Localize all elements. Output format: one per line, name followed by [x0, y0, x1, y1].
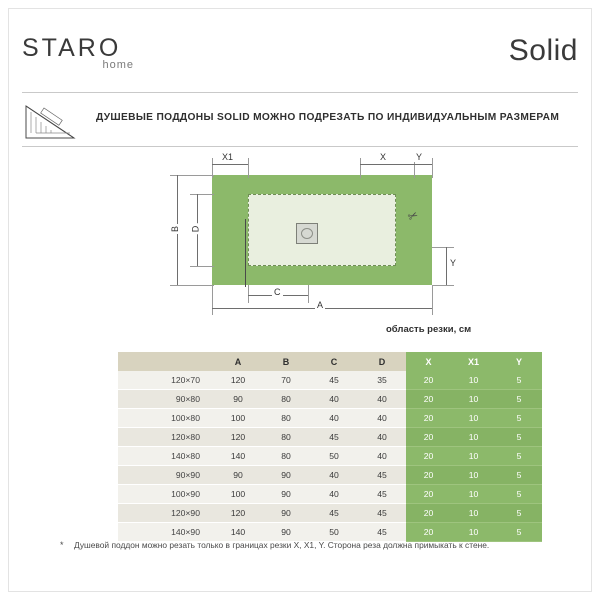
ruler-icon	[22, 100, 84, 142]
th-a: A	[214, 352, 262, 371]
cell-y: 5	[496, 390, 542, 409]
cell-c: 40	[310, 409, 358, 428]
cell-d: 40	[358, 428, 406, 447]
th-c: C	[310, 352, 358, 371]
table-row	[118, 428, 542, 447]
ext-line-y-right-bot	[432, 285, 454, 286]
cell-x1: 10	[451, 409, 496, 428]
footnote-marker: *	[60, 540, 64, 550]
table-head	[118, 352, 542, 371]
cell-d: 40	[358, 409, 406, 428]
cell-a: 140	[214, 447, 262, 466]
cut-area-label: область резки, см	[386, 324, 472, 335]
cell-d: 45	[358, 485, 406, 504]
drain-leader-line	[245, 219, 246, 287]
cell-model: 140×90	[118, 523, 214, 542]
cell-a: 120	[214, 371, 262, 390]
cell-b: 80	[262, 428, 310, 447]
cell-b: 90	[262, 485, 310, 504]
dim-line-y-right	[446, 247, 447, 285]
cell-d: 45	[358, 523, 406, 542]
tray-diagram	[150, 150, 470, 315]
cell-c: 40	[310, 390, 358, 409]
cell-x1: 10	[451, 371, 496, 390]
cell-y: 5	[496, 523, 542, 542]
ext-line-b-bot	[170, 285, 214, 286]
cell-d: 35	[358, 371, 406, 390]
ext-line-c-left	[248, 285, 249, 303]
cell-d: 40	[358, 390, 406, 409]
th-b: B	[262, 352, 310, 371]
cell-y: 5	[496, 371, 542, 390]
cell-a: 100	[214, 409, 262, 428]
table-row	[118, 390, 542, 409]
cell-c: 45	[310, 371, 358, 390]
table-row	[118, 504, 542, 523]
cell-x1: 10	[451, 466, 496, 485]
cell-model: 120×70	[118, 371, 214, 390]
cell-c: 45	[310, 428, 358, 447]
cell-b: 80	[262, 390, 310, 409]
dim-line-y-top	[414, 164, 432, 165]
cell-x1: 10	[451, 447, 496, 466]
header	[22, 28, 578, 90]
cell-y: 5	[496, 409, 542, 428]
cell-b: 90	[262, 523, 310, 542]
ext-line-a-left	[212, 285, 213, 315]
cell-b: 80	[262, 447, 310, 466]
th-y: Y	[496, 352, 542, 371]
cell-c: 50	[310, 447, 358, 466]
dim-line-x1	[212, 164, 248, 165]
cell-x1: 10	[451, 428, 496, 447]
cell-x1: 10	[451, 523, 496, 542]
ext-line-y-right-top	[432, 247, 454, 248]
cell-x: 20	[406, 428, 451, 447]
dim-label-x1: X1	[222, 152, 234, 162]
cell-model: 100×80	[118, 409, 214, 428]
cell-model: 90×80	[118, 390, 214, 409]
table-row	[118, 485, 542, 504]
drain-icon	[296, 223, 318, 244]
cell-y: 5	[496, 466, 542, 485]
cell-d: 40	[358, 447, 406, 466]
cell-model: 120×80	[118, 428, 214, 447]
logo-subtext: home	[102, 59, 134, 71]
cell-a: 90	[214, 466, 262, 485]
cell-y: 5	[496, 447, 542, 466]
ext-line-d-top	[190, 194, 214, 195]
dim-label-x: X	[380, 152, 387, 162]
cell-c: 40	[310, 466, 358, 485]
cell-y: 5	[496, 485, 542, 504]
cell-b: 90	[262, 466, 310, 485]
ext-line-a-right	[432, 285, 433, 315]
dim-label-c: C	[274, 287, 281, 297]
cell-x: 20	[406, 409, 451, 428]
logo-wordmark: STARO	[22, 34, 122, 62]
cell-model: 120×90	[118, 504, 214, 523]
ext-line-c-right	[308, 285, 309, 303]
cell-x: 20	[406, 447, 451, 466]
ext-line-y-top-right	[432, 158, 433, 178]
dim-label-d: D	[190, 225, 201, 233]
cell-x: 20	[406, 504, 451, 523]
cell-y: 5	[496, 428, 542, 447]
cell-y: 5	[496, 504, 542, 523]
cell-x: 20	[406, 523, 451, 542]
cell-model: 90×90	[118, 466, 214, 485]
cell-c: 50	[310, 523, 358, 542]
cell-b: 80	[262, 409, 310, 428]
footnote-text: Душевой поддон можно резать только в границах резки X, X1, Y. Сторона реза должна примыкать к стене.	[74, 540, 490, 550]
ext-line-x-left	[360, 158, 361, 178]
scissors-icon: ✂	[405, 207, 421, 225]
cell-x: 20	[406, 485, 451, 504]
subtitle-row	[22, 100, 578, 142]
th-d: D	[358, 352, 406, 371]
ext-line-d-bot	[190, 266, 214, 267]
cell-x1: 10	[451, 390, 496, 409]
ext-line-x1-right	[248, 158, 249, 178]
table-header-row	[118, 352, 542, 371]
tray-inner-area	[248, 194, 396, 266]
size-table	[118, 352, 542, 542]
dim-label-b: B	[170, 225, 181, 233]
cell-x: 20	[406, 371, 451, 390]
th-x1: X1	[451, 352, 496, 371]
dim-label-y-top: Y	[416, 152, 423, 162]
logo	[22, 34, 182, 71]
cell-a: 90	[214, 390, 262, 409]
subtitle-divider	[22, 146, 578, 147]
cell-b: 70	[262, 371, 310, 390]
cell-c: 40	[310, 485, 358, 504]
table-row	[118, 466, 542, 485]
table-body	[118, 371, 542, 542]
dim-line-x	[360, 164, 414, 165]
cell-d: 45	[358, 504, 406, 523]
cell-model: 140×80	[118, 447, 214, 466]
cell-b: 90	[262, 504, 310, 523]
table-row	[118, 371, 542, 390]
table-row	[118, 409, 542, 428]
th-x: X	[406, 352, 451, 371]
cell-d: 45	[358, 466, 406, 485]
cell-a: 120	[214, 428, 262, 447]
cell-a: 120	[214, 504, 262, 523]
table-row	[118, 523, 542, 542]
subtitle-text: ДУШЕВЫЕ ПОДДОНЫ SOLID МОЖНО ПОДРЕЗАТЬ ПО ИНДИВИДУАЛЬНЫМ РАЗМЕРАМ	[96, 112, 560, 123]
cell-c: 45	[310, 504, 358, 523]
header-divider	[22, 92, 578, 93]
cell-x: 20	[406, 390, 451, 409]
cell-x: 20	[406, 466, 451, 485]
cell-x1: 10	[451, 504, 496, 523]
page-title: Solid	[508, 34, 578, 67]
cell-a: 100	[214, 485, 262, 504]
dim-label-y-right: Y	[450, 258, 457, 268]
cell-a: 140	[214, 523, 262, 542]
size-table-wrap	[118, 352, 542, 542]
cell-model: 100×90	[118, 485, 214, 504]
th-model	[118, 352, 214, 371]
table-row	[118, 447, 542, 466]
dim-label-a: A	[317, 300, 324, 310]
cell-x1: 10	[451, 485, 496, 504]
